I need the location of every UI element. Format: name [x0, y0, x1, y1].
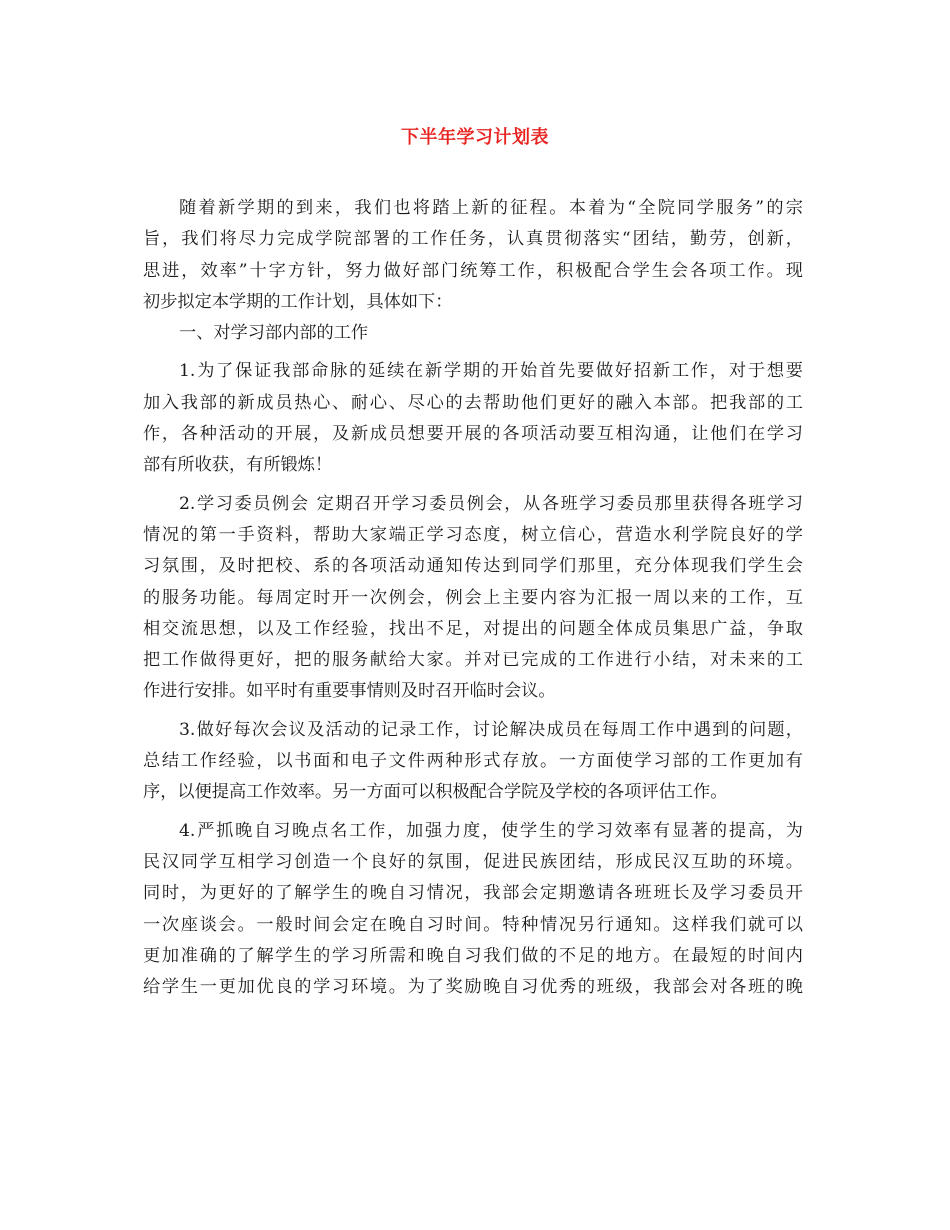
- text-line: 一、对学习部内部的工作: [179, 323, 369, 344]
- text-line: 初步拟定本学期的工作计划，具体如下：: [143, 291, 453, 312]
- text-line: 总结工作经验，以书面和电子文件两种形式存放。一方面使学习部的工作更加有: [143, 751, 803, 772]
- paragraph-item-1: [143, 356, 803, 481]
- paragraph-intro: [143, 193, 803, 318]
- text-line: 1.为了保证我部命脉的延续在新学期的开始首先要做好招新工作，对于想要: [179, 361, 803, 382]
- text-line: 的服务功能。每周定时开一次例会，例会上主要内容为汇报一周以来的工作，互: [143, 587, 803, 608]
- document-title: 下半年学习计划表: [401, 127, 549, 148]
- text-line: 一次座谈会。一般时间会定在晚自习时间。特种情况另行通知。这样我们就可以: [143, 914, 803, 935]
- text-line: 旨，我们将尽力完成学院部署的工作任务，认真贯彻落实“团结，勤劳，创新，: [143, 229, 803, 250]
- text-line: 作进行安排。如平时有重要事情则及时召开临时会议。: [143, 681, 556, 702]
- text-line: 随着新学期的到来，我们也将踏上新的征程。本着为“全院同学服务”的宗: [179, 198, 803, 218]
- text-line: 习氛围，及时把校、系的各项活动通知传达到同学们那里，充分体现我们学生会: [143, 556, 803, 577]
- text-line: 部有所收获，有所锻炼！: [143, 455, 333, 476]
- document-body: [143, 193, 803, 1003]
- text-line: 民汉同学互相学习创造一个良好的氛围，促进民族团结，形成民汉互助的环境。: [143, 851, 803, 872]
- paragraph-item-3: [143, 715, 803, 809]
- text-line: 给学生一更加优良的学习环境。为了奖励晚自习优秀的班级，我部会对各班的晚: [143, 977, 803, 998]
- text-line: 4.严抓晚自习晚点名工作，加强力度，使学生的学习效率有显著的提高，为: [179, 820, 803, 841]
- text-line: 更加准确的了解学生的学习所需和晚自习我们做的不足的地方。在最短的时间内: [143, 945, 803, 966]
- section-heading: [143, 318, 803, 349]
- text-line: 序，以便提高工作效率。另一方面可以积极配合学院及学校的各项评估工作。: [143, 782, 728, 803]
- text-line: 情况的第一手资料，帮助大家端正学习态度，树立信心，营造水利学院良好的学: [143, 524, 803, 545]
- text-line: 同时，为更好的了解学生的晚自习情况，我部会定期邀请各班班长及学习委员开: [143, 883, 803, 904]
- paragraph-item-2: [143, 489, 803, 708]
- text-line: 相交流思想，以及工作经验，找出不足，对提出的问题全体成员集思广益，争取: [143, 618, 803, 639]
- paragraph-item-4: [143, 816, 803, 1004]
- text-line: 思进，效率”十字方针，努力做好部门统筹工作，积极配合学生会各项工作。现: [143, 260, 803, 281]
- text-line: 3.做好每次会议及活动的记录工作，讨论解决成员在每周工作中遇到的问题，: [179, 719, 803, 740]
- text-line: 加入我部的新成员热心、耐心、尽心的去帮助他们更好的融入本部。把我部的工: [143, 392, 803, 413]
- text-line: 2.学习委员例会 定期召开学习委员例会，从各班学习委员那里获得各班学习: [179, 493, 803, 514]
- text-line: 把工作做得更好，把的服务献给大家。并对已完成的工作进行小结，对未来的工: [143, 650, 803, 671]
- text-line: 作，各种活动的开展，及新成员想要开展的各项活动要互相沟通，让他们在学习: [143, 424, 803, 445]
